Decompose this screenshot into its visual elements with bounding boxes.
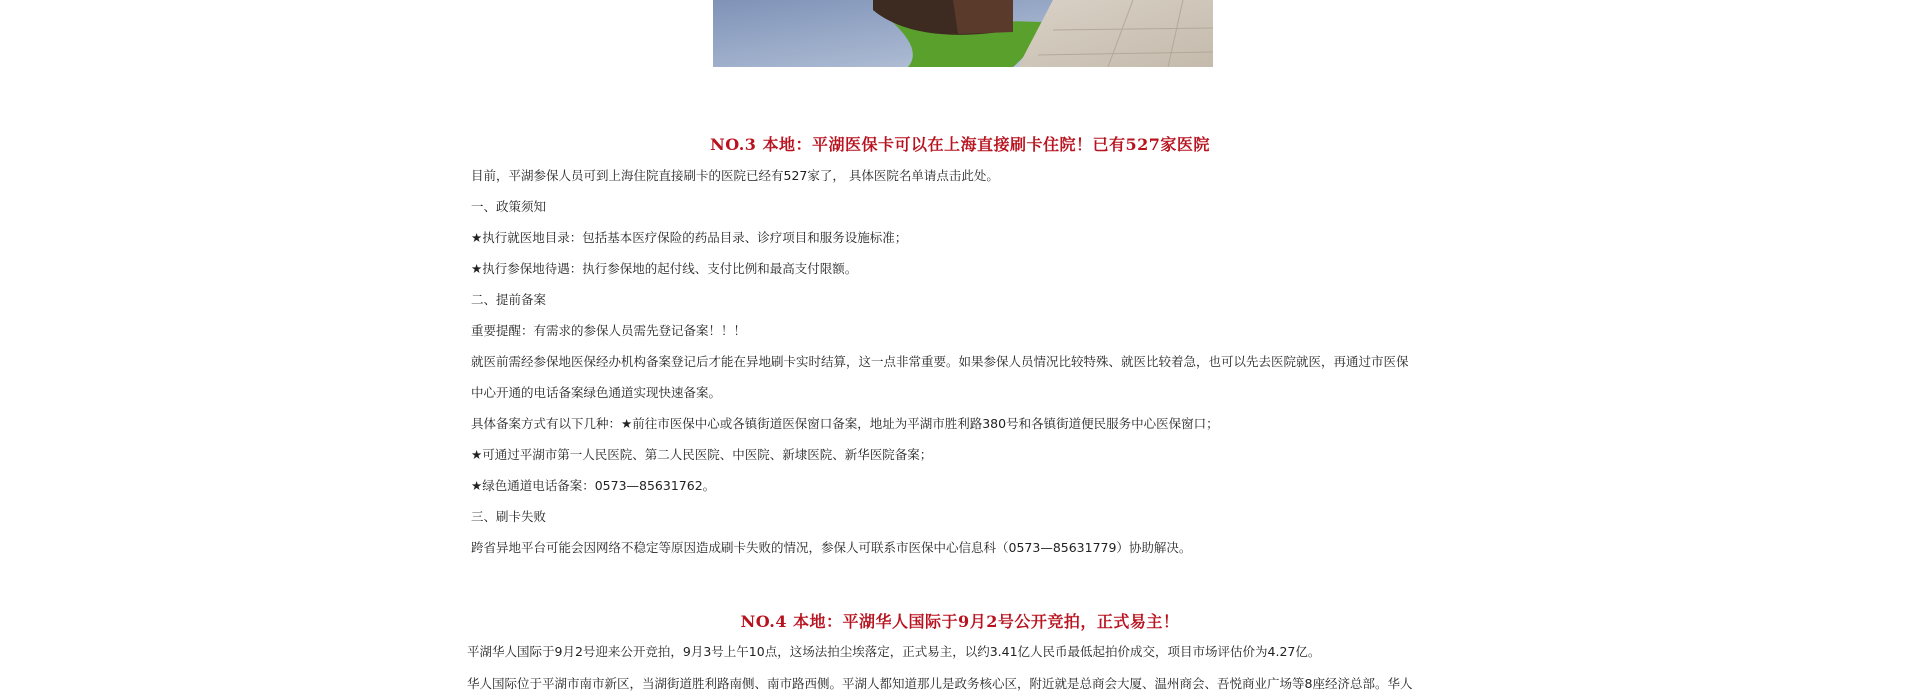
section-title-no4: NO.4 本地：平湖华人国际于9月2号公开竞拍，正式易主！ [740,612,1180,631]
paragraph: 重要提醒：有需求的参保人员需先登记备案！！！ [471,323,747,338]
heading-card-failure: 三、刷卡失败 [471,509,547,524]
paragraph: 就医前需经参保地医保经办机构备案登记后才能在异地刷卡实时结算，这一点非常重要。如果参保人员情况比较特殊、就医比较着急，也可以先去医院就医，再通过市医保 [471,354,1409,369]
heading-policy: 一、政策须知 [471,199,547,214]
paragraph: ★可通过平湖市第一人民医院、第二人民医院、中医院、新埭医院、新华医院备案； [471,447,933,462]
paragraph: 目前，平湖参保人员可到上海住院直接刷卡的医院已经有527家了， 具体医院名单请点击此处。 [471,168,999,183]
lake-boat-photo [713,0,1213,67]
paragraph: 具体备案方式有以下几种：★前往市医保中心或各镇街道医保窗口备案，地址为平湖市胜利路380号和各镇街道便民服务中心医保窗口； [471,416,1219,431]
paragraph: 华人国际位于平湖市南市新区，当湖街道胜利路南侧、南市路西侧。平湖人都知道那儿是政务核心区，附近就是总商会大厦、温州商会、吾悦商业广场等8座经济总部。华人 [467,676,1413,691]
photo-graphic [713,0,1213,67]
paragraph: ★执行就医地目录：包括基本医疗保险的药品目录、诊疗项目和服务设施标准； [471,230,908,245]
heading-filing: 二、提前备案 [471,292,547,307]
paragraph: 中心开通的电话备案绿色通道实现快速备案。 [471,385,722,400]
paragraph: ★执行参保地待遇：执行参保地的起付线、支付比例和最高支付限额。 [471,261,858,276]
paragraph: 平湖华人国际于9月2号迎来公开竞拍，9月3号上午10点，这场法拍尘埃落定，正式易主，以约3.41亿人民币最低起拍价成交，项目市场评估价为4.27亿。 [467,644,1321,659]
section-title-no3: NO.3 本地：平湖医保卡可以在上海直接刷卡住院！已有527家医院 [710,135,1210,154]
paragraph: 跨省异地平台可能会因网络不稳定等原因造成刷卡失败的情况，参保人可联系市医保中心信息科（0573—85631779）协助解决。 [471,540,1192,555]
paragraph: ★绿色通道电话备案：0573—85631762。 [471,478,716,493]
